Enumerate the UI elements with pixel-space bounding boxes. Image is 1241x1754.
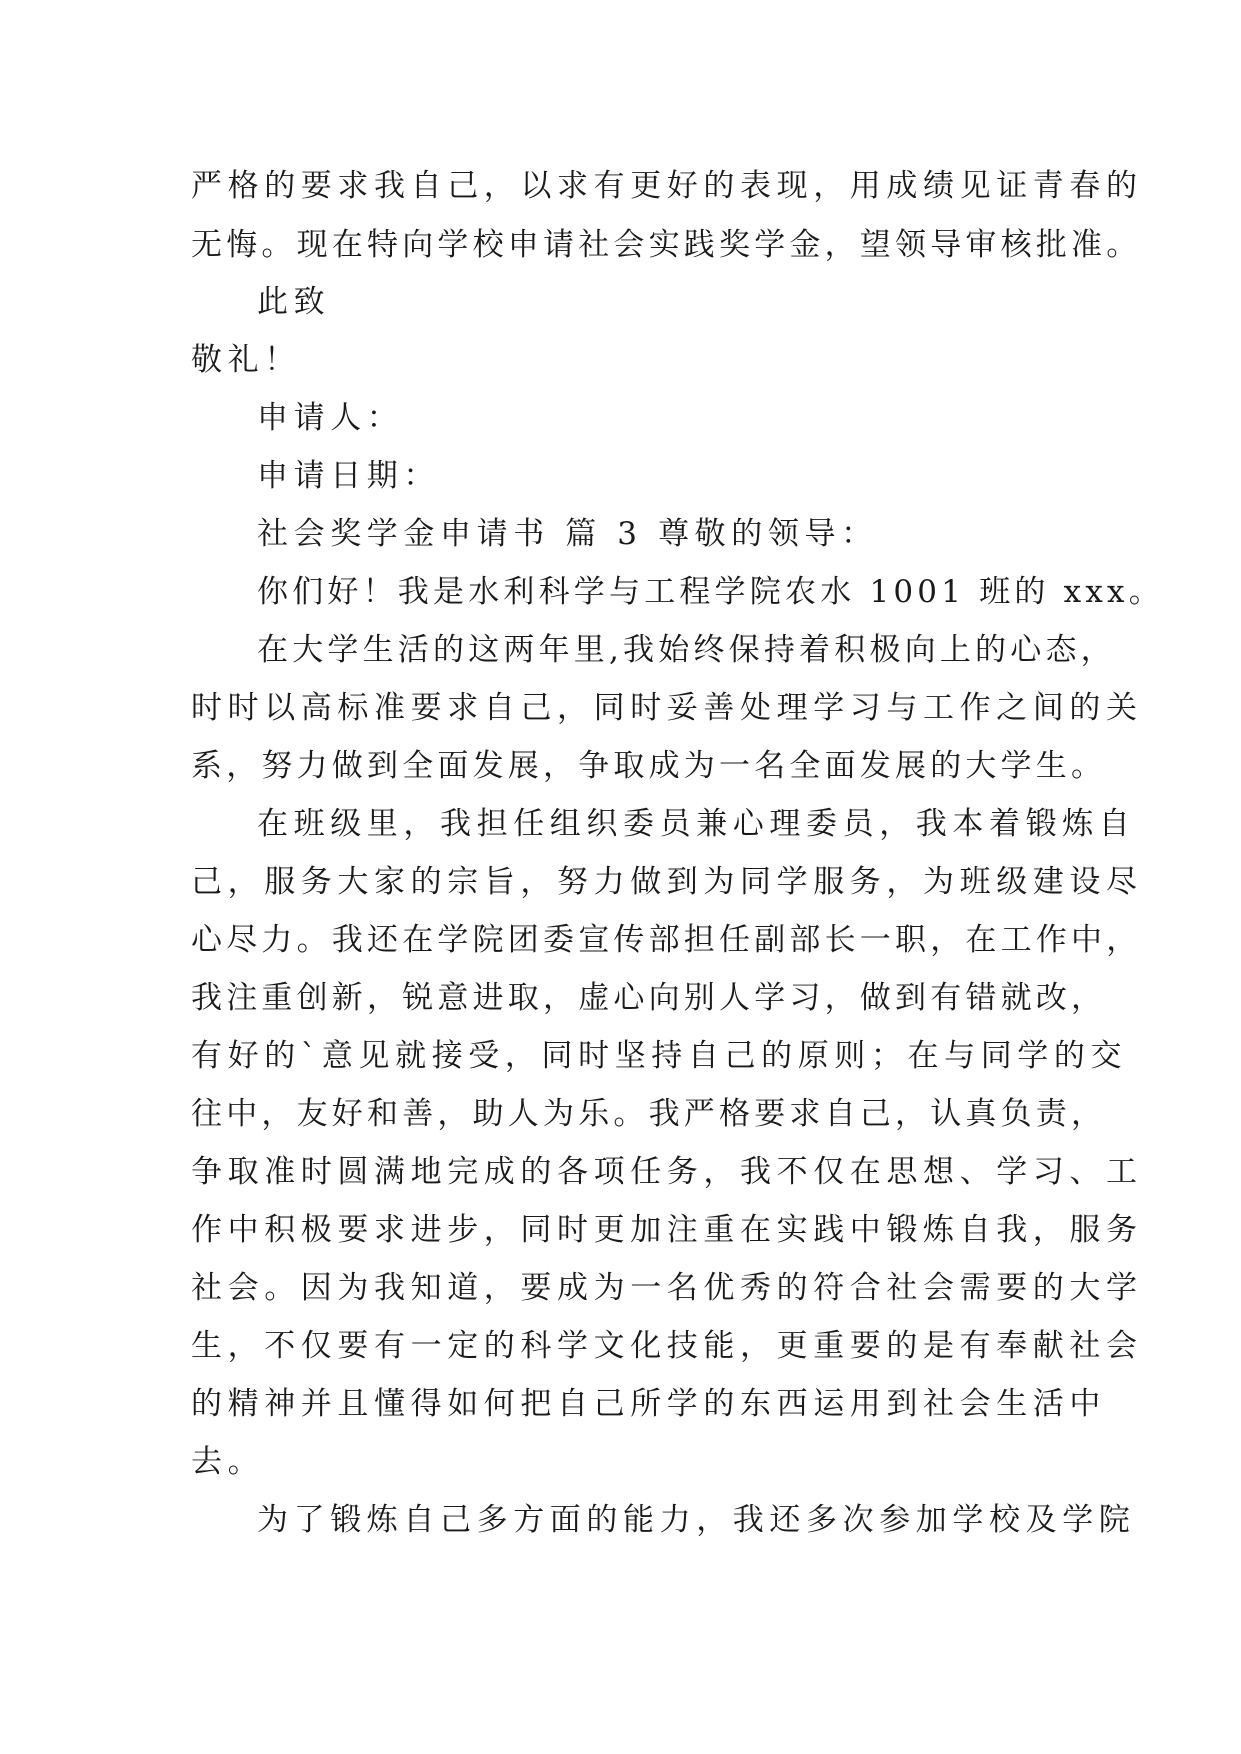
text-line: 我注重创新，锐意进取，虚心向别人学习，做到有错就改， — [191, 980, 1107, 1016]
text-line: 去。 — [191, 1444, 265, 1480]
text-line: 在大学生活的这两年里,我始终保持着积极向上的心态， — [257, 632, 1116, 668]
application-date-label: 申请日期： — [257, 458, 440, 494]
text-line: 有好的`意见就接受，同时坚持自己的原则；在与同学的交 — [191, 1038, 1128, 1074]
text-line: 时时以高标准要求自己，同时妥善处理学习与工作之间的关 — [191, 690, 1143, 726]
text-line: 社会。因为我知道，要成为一名优秀的符合社会需要的大学 — [191, 1270, 1143, 1306]
text-line: 心尽力。我还在学院团委宣传部担任副部长一职，在工作中， — [191, 922, 1142, 958]
applicant-label: 申请人： — [257, 400, 404, 436]
closing-salutation: 此致 — [257, 284, 331, 320]
text-line: 系，努力做到全面发展，争取成为一名全面发展的大学生。 — [191, 748, 1107, 784]
text-line: 的精神并且懂得如何把自己所学的东西运用到社会生活中 — [191, 1386, 1106, 1422]
section-heading: 社会奖学金申请书 篇 3 尊敬的领导： — [257, 516, 878, 552]
text-line: 己，服务大家的宗旨，努力做到为同学服务，为班级建设尽 — [191, 864, 1143, 900]
text-line: 为了锻炼自己多方面的能力，我还多次参加学校及学院 — [257, 1502, 1136, 1538]
greeting-line: 你们好！我是水利科学与工程学院农水 1001 班的 xxx。 — [257, 574, 1164, 610]
text-line: 往中，友好和善，助人为乐。我严格要求自己，认真负责， — [191, 1096, 1107, 1132]
text-line: 严格的要求我自己，以求有更好的表现，用成绩见证青春的 — [191, 168, 1143, 204]
text-line: 在班级里，我担任组织委员兼心理委员，我本着锻炼自 — [257, 806, 1136, 842]
text-line: 争取准时圆满地完成的各项任务，我不仅在思想、学习、工 — [191, 1154, 1143, 1190]
closing-respect: 敬礼！ — [191, 342, 301, 378]
text-line: 无悔。现在特向学校申请社会实践奖学金，望领导审核批准。 — [191, 227, 1142, 263]
text-line: 作中积极要求进步，同时更加注重在实践中锻炼自我，服务 — [191, 1212, 1143, 1248]
text-line: 生，不仅要有一定的科学文化技能，更重要的是有奉献社会 — [191, 1328, 1143, 1364]
